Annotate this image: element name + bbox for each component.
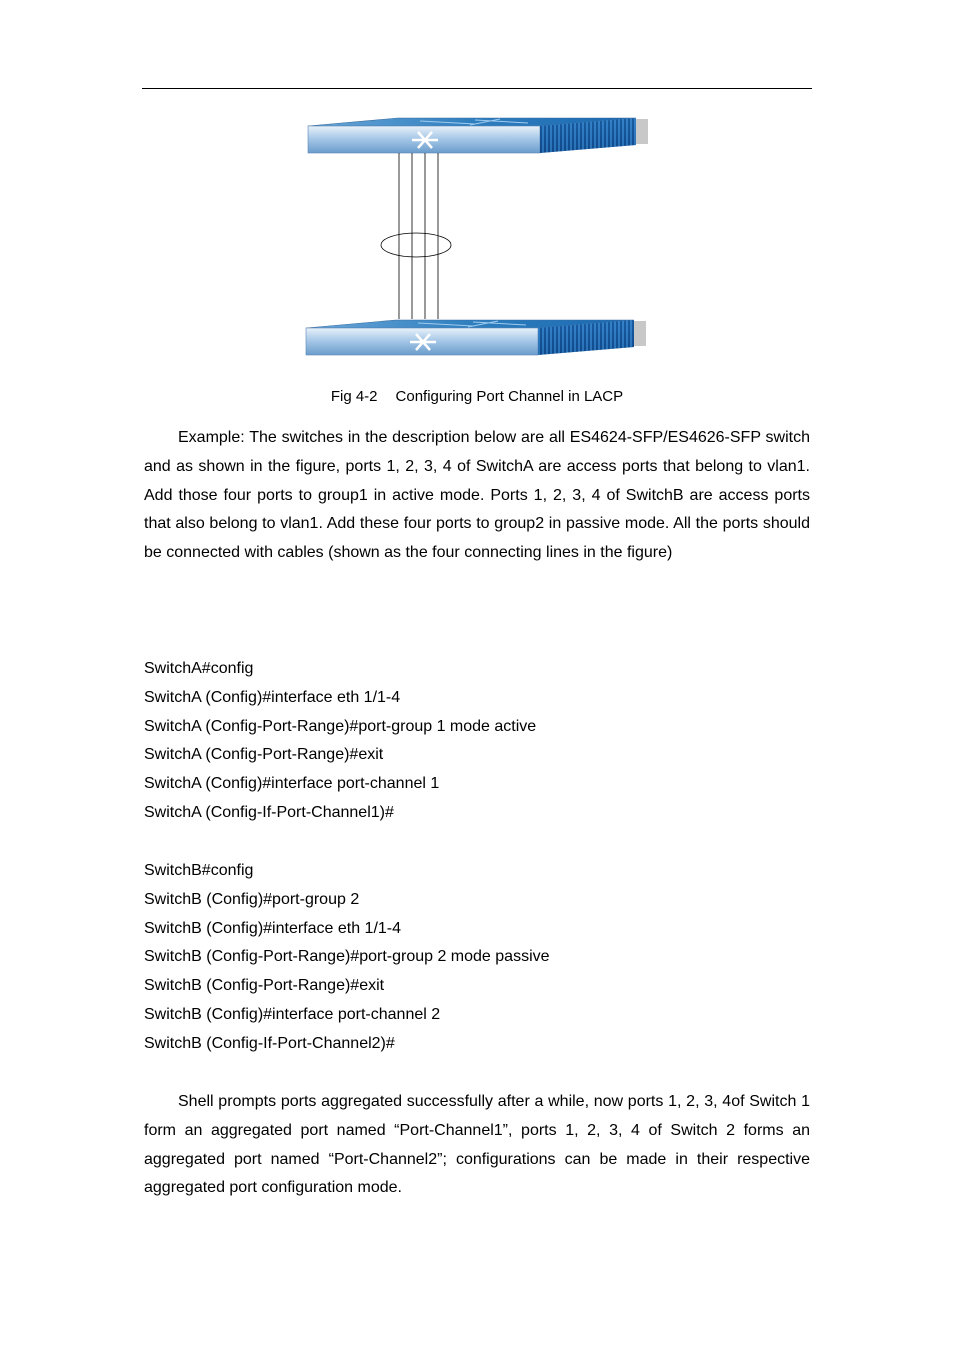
command-line: SwitchB (Config)#port-group 2 xyxy=(144,890,360,908)
aggregation-ellipse xyxy=(381,233,451,257)
command-line: SwitchA (Config)#interface port-channel 1 xyxy=(144,775,440,793)
command-line: SwitchB (Config)#interface eth 1/1-4 xyxy=(144,919,402,937)
closing-paragraph: Shell prompts ports aggregated successfully after a while, now ports 1, 2, 3, 4of Switch 1 form an aggregated port named “Port-Channel1”, ports 1, 2, 3, 4 of Switch 2 forms an aggregated port named “Port-Channel2”; configurations can be made in their respective aggregated port configuration mode. xyxy=(144,1093,810,1197)
caption-title: Configuring Port Channel in LACP xyxy=(395,388,624,405)
command-line: SwitchA (Config-If-Port-Channel1)# xyxy=(144,803,394,821)
caption-number: Fig 4-2 xyxy=(330,388,378,405)
figure-caption xyxy=(0,387,954,407)
command-line: SwitchB (Config-Port-Range)#exit xyxy=(144,977,385,995)
switch-a-device xyxy=(308,118,648,153)
command-line: SwitchA (Config-Port-Range)#port-group 1 mode active xyxy=(144,717,537,735)
command-line: SwitchA#config xyxy=(144,660,254,677)
switch-b-command-block xyxy=(144,857,810,1059)
switch-b-device xyxy=(306,320,646,355)
command-line: SwitchA (Config-Port-Range)#exit xyxy=(144,746,384,764)
command-line: SwitchB (Config-Port-Range)#port-group 2 mode passive xyxy=(144,948,550,966)
header-rule xyxy=(142,88,812,89)
switch-a-command-block xyxy=(144,655,810,828)
command-line: SwitchA (Config)#interface eth 1/1-4 xyxy=(144,688,401,706)
command-line: SwitchB#config xyxy=(144,862,254,879)
command-line: SwitchB (Config-If-Port-Channel2)# xyxy=(144,1034,395,1052)
command-line: SwitchB (Config)#interface port-channel 2 xyxy=(144,1005,441,1023)
lacp-topology-figure xyxy=(300,110,660,365)
intro-paragraph: Example: The switches in the description below are all ES4624-SFP/ES4626-SFP switch and as shown in the figure, ports 1, 2, 3, 4 of SwitchA are access ports that belong to vlan1. Add those four ports to group1 in active mode. Ports 1, 2, 3, 4 of SwitchB are access ports that also belong to vlan1. Add these four ports to group2 in passive mode. All the ports should be connected with cables (shown as the four connecting lines in the figure) xyxy=(144,429,810,562)
